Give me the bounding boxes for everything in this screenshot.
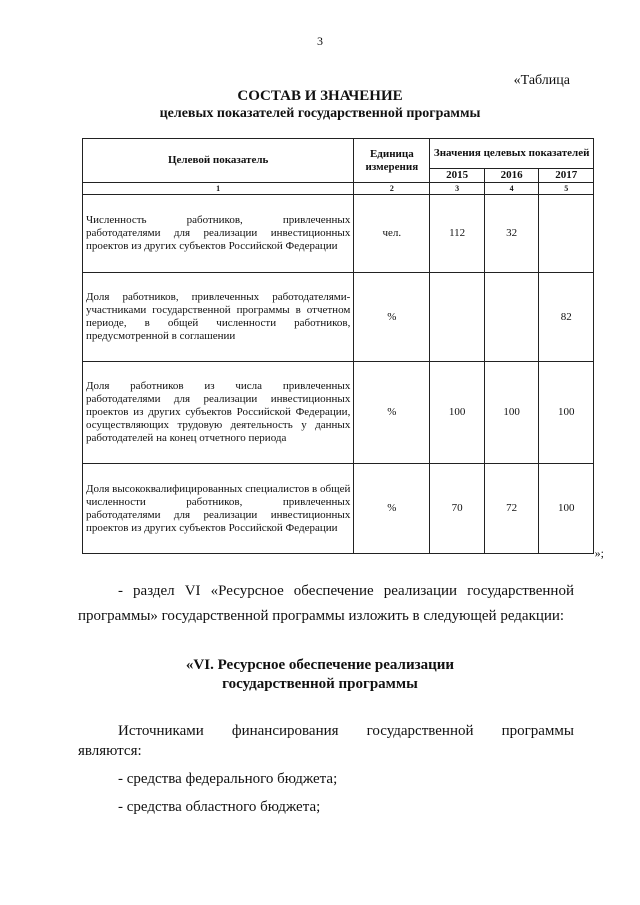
indicator-value: 72 [484,464,539,554]
table-subtitle: целевых показателей государственной программы [159,106,481,121]
indicator-value [430,273,485,362]
page-number: 3 [317,34,323,48]
indicator-value [484,273,539,362]
funding-paragraph-line: являются: [78,743,142,759]
indicator-unit: % [354,464,430,554]
indicator-name: Доля работников, привлеченных работодателями-участниками государственной программы в отчетном периоде, в общей численности работников, предусмотренной в соглашении [83,273,354,362]
amendment-paragraph-line: - раздел VI «Ресурсное обеспечение реализации государственной [118,583,574,599]
table-row [83,195,594,273]
amendment-paragraph-line: программы» государственной программы изложить в следующей редакции: [78,608,565,624]
indicator-unit: чел. [354,195,430,273]
table-row [83,273,594,362]
indicator-value: 100 [484,362,539,464]
list-item: - средства областного бюджета; [118,799,321,815]
indicator-value: 70 [430,464,485,554]
column-number: 3 [430,183,485,195]
table-reference: «Таблица [513,73,570,88]
indicator-value: 100 [430,362,485,464]
table-row [83,362,594,464]
header-unit: Единица измерения [354,139,430,183]
section-heading: «VI. Ресурсное обеспечение реализации [185,657,455,673]
table-title: СОСТАВ И ЗНАЧЕНИЕ [237,88,403,104]
funding-paragraph-line: Источниками финансирования государственной программы [118,723,574,739]
indicator-unit: % [354,273,430,362]
indicator-unit: % [354,362,430,464]
header-year: 2015 [430,169,485,183]
table-row [83,464,594,554]
indicator-value: 82 [539,273,594,362]
header-indicator: Целевой показатель [83,139,354,183]
indicator-value: 32 [484,195,539,273]
table-closing-quote: »; [594,546,604,560]
column-number: 2 [354,183,430,195]
list-item: - средства федерального бюджета; [118,771,338,787]
indicator-value: 100 [539,362,594,464]
column-number: 4 [484,183,539,195]
table-header-row [83,139,594,169]
header-year: 2016 [484,169,539,183]
column-number: 1 [83,183,354,195]
section-heading: государственной программы [222,676,418,692]
indicators-table [82,138,594,554]
indicator-name: Численность работников, привлеченных работодателями для реализации инвестиционных проектов из других субъектов Российской Федерации [83,195,354,273]
indicator-name: Доля высококвалифицированных специалистов в общей численности работников, привлеченных работодателями для реализации инвестиционных проектов из других субъектов Российской Федерации [83,464,354,554]
header-year: 2017 [539,169,594,183]
indicator-name: Доля работников из числа привлеченных работодателями для реализации инвестиционных проектов из других субъектов Российской Федерации, осуществляющих трудовую деятельность у данных работодателей на конец отчетного периода [83,362,354,464]
column-number: 5 [539,183,594,195]
column-number-row [83,183,594,195]
indicator-value [539,195,594,273]
indicator-value: 112 [430,195,485,273]
header-values: Значения целевых показателей [430,139,594,169]
indicator-value: 100 [539,464,594,554]
